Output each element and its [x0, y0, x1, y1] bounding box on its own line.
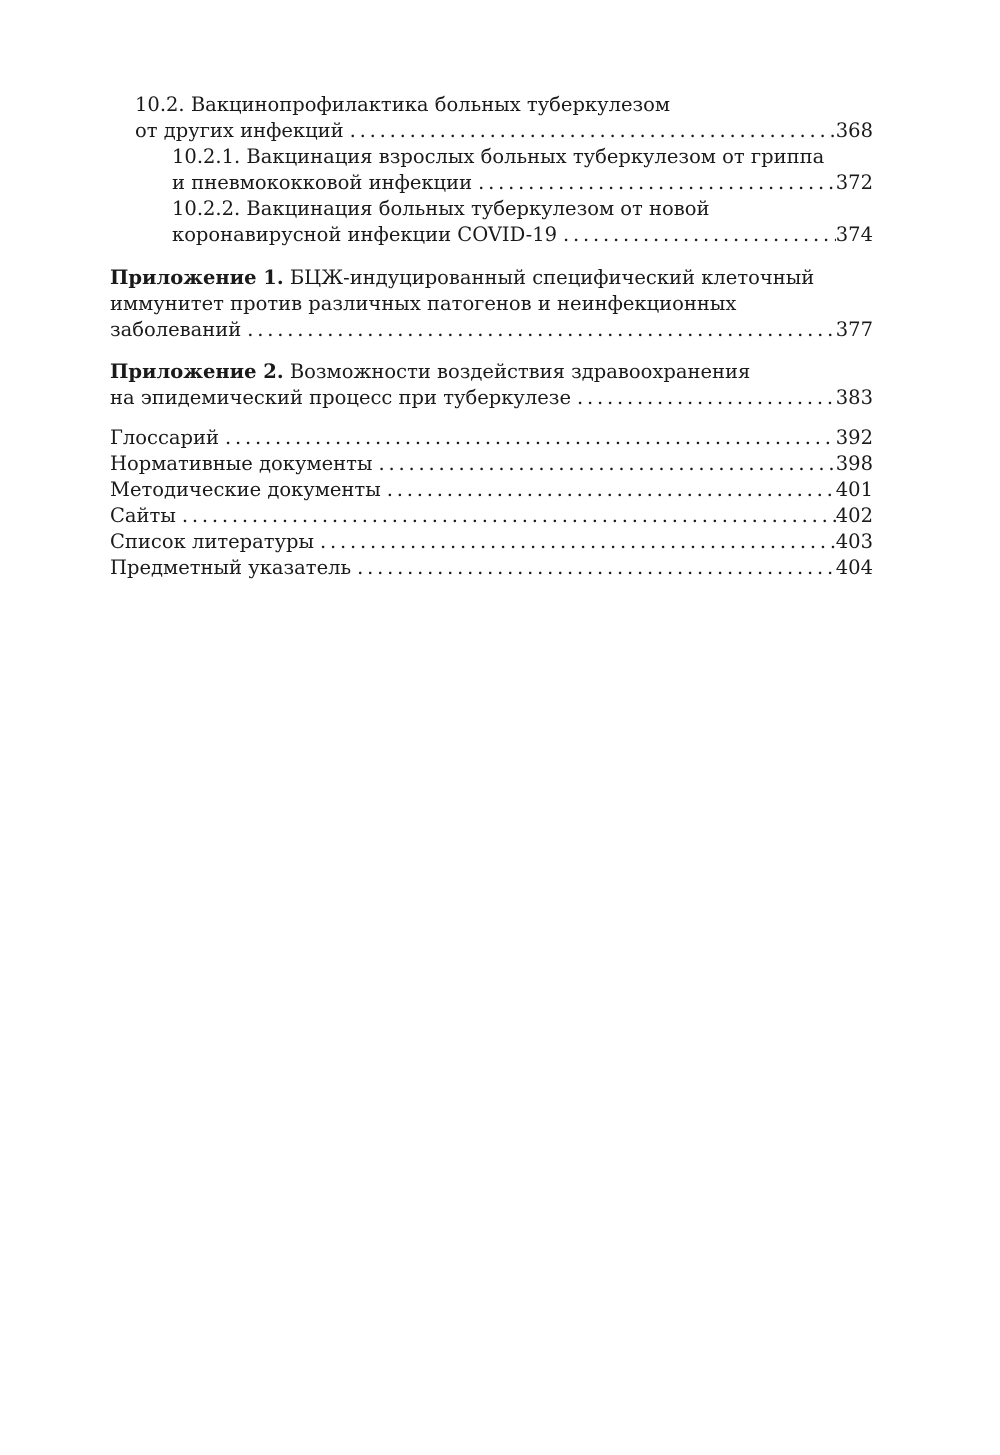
- page-number: 368: [835, 119, 873, 142]
- toc-entry-sites[interactable]: [110, 503, 873, 529]
- toc-entry-title: Глоссарий: [110, 426, 219, 449]
- toc-entry-title-cont: и пневмококковой инфекции: [172, 171, 473, 194]
- toc-entry-glossary[interactable]: [110, 425, 873, 451]
- toc-entry-sites-line: [110, 503, 873, 529]
- toc-entry-title-cont: на эпидемический процесс при туберкулезе: [110, 386, 571, 409]
- dot-leader: [219, 425, 836, 451]
- dot-leader: [241, 317, 836, 343]
- dot-leader: [176, 503, 836, 529]
- page-number: 377: [835, 318, 873, 341]
- toc-entry-literature-line: [110, 529, 873, 555]
- toc-entry-title: 10.2.1. Вакцинация взрослых больных туберкулезом от гриппа: [172, 145, 825, 168]
- toc-entry-appendix-1-line3: [110, 317, 873, 343]
- toc-entry-title-wrap: [110, 359, 750, 385]
- toc-entry-index-line: [110, 555, 873, 581]
- page-number: 398: [835, 452, 873, 475]
- dot-leader: [351, 555, 836, 581]
- toc-entry-literature[interactable]: [110, 529, 873, 555]
- toc-entry-appendix-1-line2: [110, 291, 873, 317]
- dot-leader: [557, 222, 836, 248]
- toc-entry-glossary-line: [110, 425, 873, 451]
- page-number: 402: [835, 504, 873, 527]
- toc-entry-appendix-2-line2: [110, 385, 873, 411]
- toc-entry-10-2-1-line1: [172, 144, 873, 170]
- toc-entry-10-2-2[interactable]: [110, 196, 873, 248]
- page-number: 403: [835, 530, 873, 553]
- toc-entry-10-2-1[interactable]: [110, 144, 873, 196]
- page-number: 372: [835, 171, 873, 194]
- toc-entry-title: БЦЖ-индуцированный специфический клеточный: [283, 266, 815, 289]
- toc-entry-title: 10.2. Вакцинопрофилактика больных туберкулезом: [135, 93, 671, 116]
- toc-entry-normative-documents[interactable]: [110, 451, 873, 477]
- toc-entry-title: Сайты: [110, 504, 176, 527]
- toc-entry-10-2[interactable]: [110, 92, 873, 144]
- toc-entry-appendix-1-line1: [110, 265, 873, 291]
- page-number: 392: [835, 426, 873, 449]
- toc-entry-title-cont: коронавирусной инфекции COVID-19: [172, 223, 558, 246]
- toc-entry-title-wrap: [110, 265, 814, 291]
- toc-entry-appendix-2-line1: [110, 359, 873, 385]
- toc-entry-title-cont: иммунитет против различных патогенов и неинфекционных: [110, 292, 737, 315]
- toc-entry-title: Список литературы: [110, 530, 315, 553]
- appendix-label: Приложение 2.: [110, 360, 284, 383]
- table-of-contents: [110, 92, 873, 581]
- dot-leader: [472, 170, 836, 196]
- page-number: 374: [835, 223, 873, 246]
- dot-leader: [344, 118, 836, 144]
- toc-entry-title: Нормативные документы: [110, 452, 373, 475]
- dot-leader: [381, 477, 836, 503]
- toc-entry-appendix-1[interactable]: [110, 265, 873, 343]
- toc-entry-title: Предметный указатель: [110, 556, 352, 579]
- page-number: 383: [835, 386, 873, 409]
- toc-entry-10-2-2-line2: [172, 222, 873, 248]
- appendix-label: Приложение 1.: [110, 266, 284, 289]
- dot-leader: [372, 451, 835, 477]
- toc-entry-methodical-documents[interactable]: [110, 477, 873, 503]
- toc-entry-10-2-line2: [135, 118, 873, 144]
- toc-entry-10-2-1-line2: [172, 170, 873, 196]
- toc-entry-subject-index[interactable]: [110, 555, 873, 581]
- dot-leader: [571, 385, 836, 411]
- toc-entry-title: Методические документы: [110, 478, 381, 501]
- dot-leader: [314, 529, 836, 555]
- toc-entry-title: Возможности воздействия здравоохранения: [283, 360, 751, 383]
- page-number: 401: [835, 478, 873, 501]
- toc-entry-normative-line: [110, 451, 873, 477]
- toc-entry-title-cont: от других инфекций: [135, 119, 344, 142]
- toc-entry-methodical-line: [110, 477, 873, 503]
- toc-entry-title-cont: заболеваний: [110, 318, 242, 341]
- toc-entry-10-2-2-line1: [172, 196, 873, 222]
- page-number: 404: [835, 556, 873, 579]
- toc-entry-10-2-line1: [135, 92, 873, 118]
- toc-entry-title: 10.2.2. Вакцинация больных туберкулезом от новой: [172, 197, 710, 220]
- toc-entry-appendix-2[interactable]: [110, 359, 873, 411]
